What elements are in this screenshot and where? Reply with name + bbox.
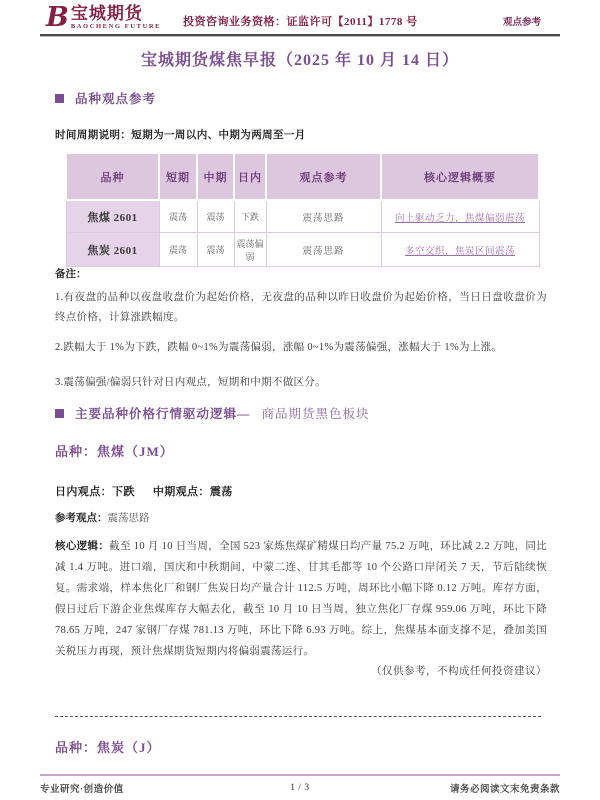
section-heading-text: 品种观点参考 — [75, 92, 157, 106]
reference-view-label: 参考观点： — [55, 513, 108, 524]
section-heading-bold: 主要品种价格行情驱动逻辑— — [75, 407, 251, 421]
intraday-cell: 下跌 — [234, 200, 266, 233]
notes-label: 备注： — [55, 269, 87, 280]
summary-cell — [381, 233, 539, 267]
table-row — [66, 233, 539, 267]
variety-cell: 焦炭 2601 — [66, 233, 159, 267]
note-1: 1.有夜盘的品种以夜盘收盘价为起始价格，无夜盘的品种以昨日收盘价为起始价格，当日日盘收盘价为终点价格，计算涨跌幅度。 — [55, 292, 547, 323]
table-header-row — [66, 153, 539, 200]
core-logic-label: 核心逻辑： — [55, 541, 110, 552]
intraday-view-value: 下跌 — [112, 486, 135, 498]
square-bullet-icon — [55, 94, 64, 103]
section-heading-views — [55, 89, 156, 107]
col-header-intraday: 日内 — [234, 153, 266, 200]
variety-title-jm: 品种：焦煤（JM） — [55, 444, 174, 459]
viewpoint-line — [55, 483, 233, 499]
view-cell: 震荡思路 — [266, 200, 381, 233]
mid-view-label: 中期观点： — [152, 486, 210, 498]
core-logic-body: 截至 10 月 10 日当周，全国 523 家炼焦煤矿精煤日均产量 75.2 万吨，环比减 2.2 万吨，同比减 1.4 万吨。进口端，国庆和中秋期间，中蒙二连、甘其毛都等 10 个公路口岸闭关 7 天，节后陆续恢复。需求端，样本焦化厂和钢厂焦炭日均产量合计 112.5 万吨，周环比小幅下降 0.12 万吨。库存方面，假日过后下游企业焦煤库存大幅去化，截至 10 月 10 日当周，独立焦化厂存煤 959.06 万吨，环比下降 78.65 万吨，247 家钢厂存煤 781.13 万吨，环比下降 6.93 万吨。综上，焦煤基本面支撑不足，叠加美国关税压力再现，预计焦煤期货短期内将偏弱震荡运行。 — [55, 541, 548, 657]
summary-link[interactable]: 向上驱动乏力，焦煤偏弱震荡 — [394, 213, 525, 224]
dashed-separator — [55, 716, 541, 717]
intraday-view-label: 日内观点： — [55, 486, 112, 498]
table-row — [66, 200, 539, 233]
summary-cell — [381, 200, 539, 233]
square-bullet-icon — [55, 409, 64, 418]
col-header-short-term: 短期 — [159, 153, 197, 200]
core-logic-paragraph — [55, 536, 547, 662]
company-logo — [46, 4, 161, 31]
summary-link[interactable]: 多空交织，焦炭区间震荡 — [404, 246, 515, 257]
reference-view-line — [55, 510, 150, 525]
page-number: 1 / 3 — [290, 783, 310, 793]
note-3: 3.震荡偏强/偏弱只针对日内观点，短期和中期不做区分。 — [55, 377, 326, 388]
mid-view-value: 震荡 — [209, 486, 233, 498]
page-title: 宝城期货煤焦早报（2025 年 10 月 14 日） — [140, 52, 459, 69]
baocheng-logo-icon: B — [46, 2, 69, 33]
col-header-summary: 核心逻辑概要 — [381, 153, 539, 200]
intraday-cell: 震荡偏弱 — [234, 233, 266, 267]
section-heading-logic — [55, 404, 370, 422]
note-2: 2.跌幅大于 1%为下跌，跌幅 0~1%为震荡偏弱，涨幅 0~1%为震荡偏强，涨幅大于 1%为上涨。 — [55, 342, 503, 353]
page-footer — [40, 781, 560, 795]
footer-disclaimer-note: 请务必阅读文末免责条款 — [450, 781, 560, 795]
period-explanation: 时间周期说明：短期为一周以内、中期为两周至一月 — [55, 130, 306, 141]
views-table — [65, 152, 540, 267]
col-header-view: 观点参考 — [266, 153, 381, 200]
inline-disclaimer: （仅供参考，不构成任何投资建议） — [371, 666, 547, 677]
section-heading-light: 商品期货黑色板块 — [261, 407, 370, 421]
report-type-label: 观点参考 — [503, 18, 542, 28]
mid-term-cell: 震荡 — [197, 233, 234, 267]
reference-view-value: 震荡思路 — [107, 513, 150, 524]
variety-title-j: 品种：焦炭（J） — [55, 740, 161, 755]
header-divider — [40, 34, 560, 37]
footer-slogan: 专业研究·创造价值 — [40, 781, 124, 795]
mid-term-cell: 震荡 — [197, 200, 234, 233]
variety-cell: 焦煤 2601 — [66, 200, 159, 233]
logo-english-name: BAOCHENG FUTURE — [70, 23, 162, 30]
qualification-text: 投资咨询业务资格：证监许可【2011】1778 号 — [183, 16, 418, 28]
short-term-cell: 震荡 — [159, 200, 197, 233]
col-header-mid-term: 中期 — [197, 153, 234, 200]
col-header-variety: 品种 — [66, 153, 159, 200]
short-term-cell: 震荡 — [159, 233, 197, 267]
footer-divider — [40, 774, 560, 776]
logo-chinese-name: 宝城期货 — [70, 4, 143, 23]
view-cell: 震荡思路 — [266, 233, 381, 267]
